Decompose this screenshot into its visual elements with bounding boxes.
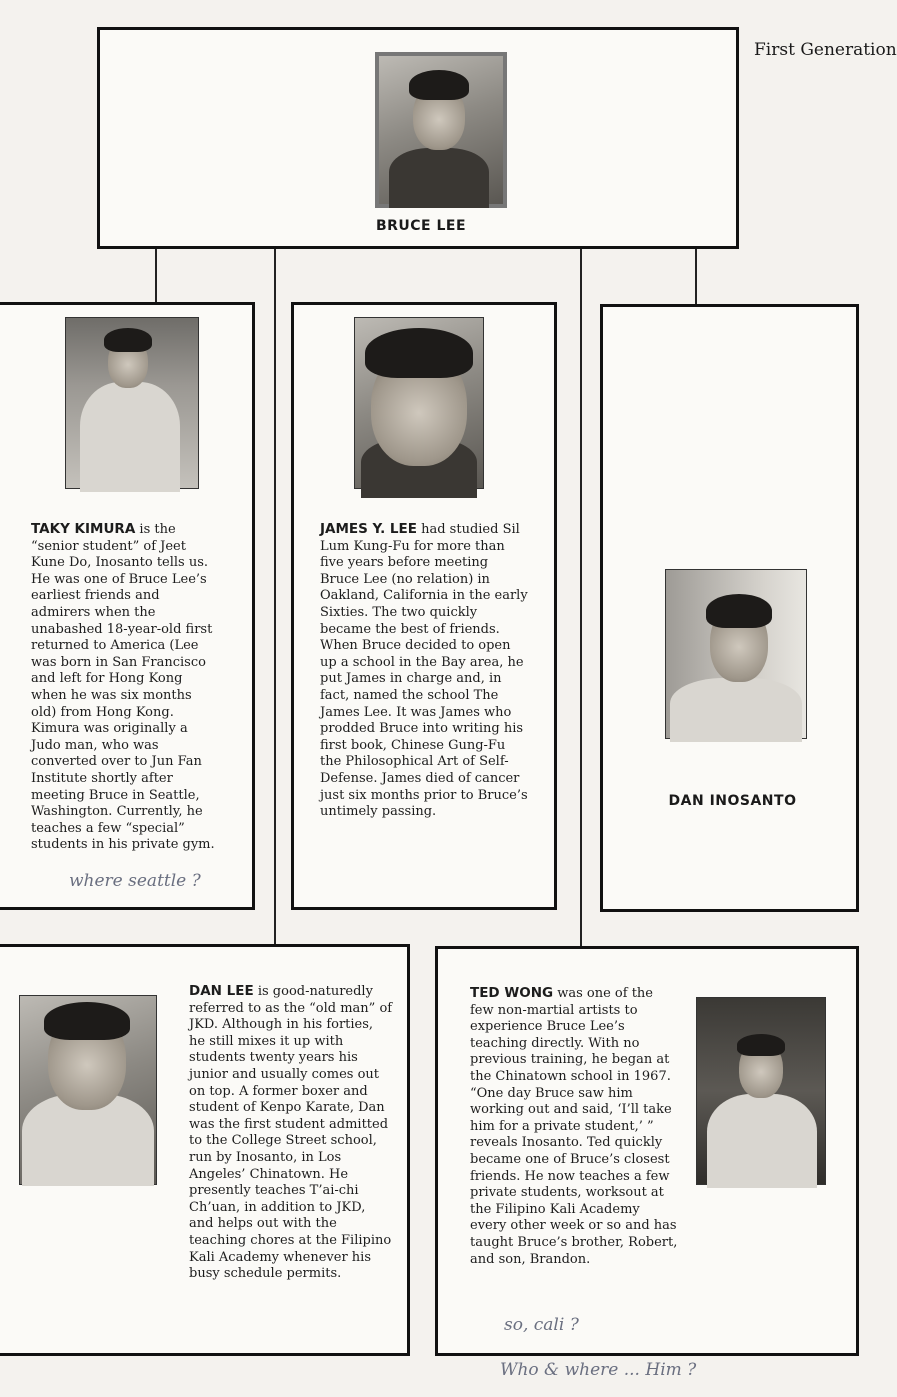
connector-bruce-taky (155, 248, 157, 304)
bruce-lee-card (97, 27, 739, 249)
ted-wong-text: was one of the few non-martial artists to experience Bruce Lee’s teaching directly. With no previous training, he began at the Chinatown school in 1967. “One day Bruce saw him working out and said, ‘I’ll take him for a private student,’ ” reveals Inosanto. Ted quickly became one of Bruce’s closest friends. He now teaches a few private students, worksout at the Filipino Kali Academy every other week or so and has taught Bruce’s brother, Robert, and son, Brandon. (470, 986, 678, 1267)
taky-kimura-text: is the “senior student” of Jeet Kune Do, Inosanto tells us. He was one of Bruce Lee’s earliest friends and admirers when the unabashed 18-year-old first returned to America (Lee was born in San Francisco and left for Hong Kong when he was six months old) from Hong Kong. Kimura was originally a Judo man, who was converted over to Jun Fan Institute shortly after meeting Bruce in Seattle, Washington. Currently, he teaches a few “special” students in his private gym. (31, 522, 215, 853)
ted-wong-card (435, 946, 859, 1356)
james-lee-text: had studied Sil Lum Kung-Fu for more than five years before meeting Bruce Lee (no relation) in Oakland, California in the early Sixties. The two quickly became the best of friends. When Bruce decided to open up a school in the Bay area, he put James in charge and, in fact, named the school The James Lee. It was James who prodded Bruce into writing his first book, Chinese Gung-Fu the Philosophical Art of Self-Defense. James died of cancer just six months prior to Bruce’s untimely passing. (320, 522, 528, 820)
dan-lee-photo (19, 995, 157, 1185)
james-lee-name: JAMES Y. LEE (320, 521, 417, 537)
taky-kimura-photo (65, 317, 199, 489)
james-lee-photo (354, 317, 484, 489)
footer-handwritten-note: Who & where ... Him ? (500, 1360, 697, 1380)
dan-lee-card (0, 944, 410, 1356)
dan-lee-bio (189, 983, 393, 1283)
connector-bruce-inosanto (695, 248, 697, 306)
dan-inosanto-card (600, 304, 859, 912)
taky-handwritten-note: where seattle ? (69, 871, 201, 891)
connector-trunk-right (580, 248, 582, 948)
bruce-lee-caption: BRUCE LEE (375, 218, 467, 234)
bruce-lee-photo (375, 52, 507, 208)
taky-kimura-card (0, 302, 255, 910)
taky-kimura-name: TAKY KIMURA (31, 521, 136, 537)
james-lee-bio (320, 521, 528, 821)
ted-wong-photo (696, 997, 826, 1185)
ted-wong-bio (470, 985, 680, 1268)
dan-lee-name: DAN LEE (189, 983, 254, 999)
james-lee-card (291, 302, 557, 910)
taky-kimura-bio (31, 521, 217, 854)
connector-trunk-left (274, 248, 276, 946)
ted-handwritten-note: so, cali ? (504, 1315, 579, 1335)
dan-inosanto-caption: DAN INOSANTO (668, 793, 797, 809)
ted-wong-name: TED WONG (470, 985, 554, 1001)
dan-lee-text: is good-naturedly referred to as the “old man” of JKD. Although in his forties, he still mixes it up with students twenty years his junior and usually comes out on top. A former boxer and student of Kenpo Karate, Dan was the first student admitted to the College Street school, run by Inosanto, in Los Angeles’ Chinatown. He presently teaches T’ai-chi Ch’uan, in addition to JKD, and helps out with the teaching chores at the Filipino Kali Academy whenever his busy schedule permits. (189, 984, 393, 1282)
dan-inosanto-photo (665, 569, 807, 739)
generation-title: First Generation (754, 40, 897, 60)
